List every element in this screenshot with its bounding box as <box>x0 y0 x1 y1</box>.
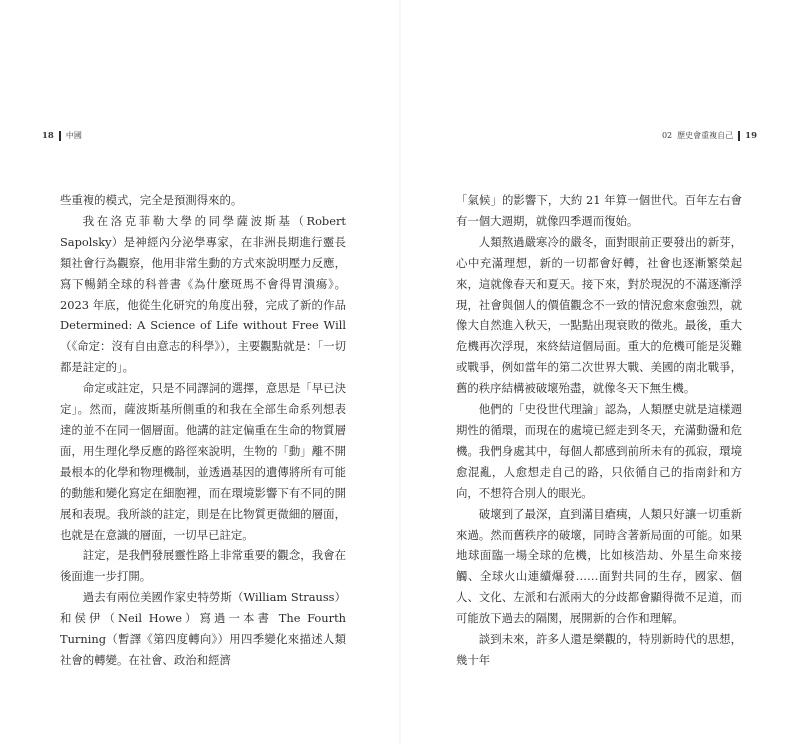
paragraph: 過去有兩位美國作家史特勞斯（William Strauss）和侯伊（Neil Howe）寫過一本書 The Fourth Turning（暫譯《第四度轉向》）用四季變化來描述人類社會的轉變。在社會、政治和經濟 <box>60 590 346 667</box>
paragraph: 些重複的模式，完全是預測得來的。 <box>60 193 243 207</box>
left-running-title: 中國 <box>65 131 82 140</box>
paragraph: 破壞到了最深，直到滿目瘡痍，人類只好讓一切重新來過。然而舊秩序的破壞，同時含著新局面的可能。如果地球面臨一場全球的危機，比如核浩劫、外星生命來接觸、全球火山連續爆發……面對共同的生存，國家、個人、文化、左派和右派兩大的分歧都會顯得微不足道，而可能放下過去的隔閡，展開新的合作和理解。 <box>456 506 742 626</box>
left-running-head <box>42 131 82 141</box>
right-running-title: 歷史會重複自己 <box>677 131 734 140</box>
left-body-text <box>60 190 346 671</box>
paragraph: 命定或註定，只是不同譯詞的選擇，意思是「早已決定」。然而，薩波斯基所側重的和我在全部生命系列想表達的並不在同一個層面。他講的註定偏重在生命的物質層面，用生理化學反應的路徑來說明，生物的「動」離不開最根本的化學和物理機制，並透過基因的遺傳將所有可能的動態和變化寫定在細胞裡，而在環境影響下有不同的開展和表現。我所談的註定，則是在比物質更微細的層面，也就是在意識的層面，一切早已註定。 <box>60 381 346 542</box>
right-page <box>400 0 800 744</box>
right-page-number: 19 <box>745 131 757 141</box>
divider-bar <box>59 131 61 141</box>
right-running-head <box>662 131 757 141</box>
paragraph: 人類熬過嚴寒冷的嚴冬，面對眼前正要發出的新芽，心中充滿理想，新的一切都會好轉，社會也逐漸繁榮起來，這就像春天和夏天。接下來，對於現況的不滿逐漸浮現，社會與個人的價值觀念不一致的情況愈來愈強烈，就像大自然進入秋天，一點點出現衰敗的徵兆。最後，重大危機再次浮現，來終結這個局面。重大的危機可能是災難或戰爭，例如當年的第二次世界大戰、美國的南北戰爭，舊的秩序結構被破壞殆盡，就像冬天下無生機。 <box>456 234 742 396</box>
right-body-text <box>456 190 742 671</box>
paragraph: 他們的「史役世代理論」認為，人類歷史就是這樣週期性的循環，而現在的處境已經走到冬天，充滿動盪和危機。我們身處其中，每個人都感到前所未有的孤寂，環境愈混亂，人愈想走自己的路，只依循自己的指南針和方向，不想符合別人的眼光。 <box>456 402 742 500</box>
left-page-number: 18 <box>42 131 54 141</box>
chapter-number: 02 <box>661 131 673 140</box>
paragraph: 我在洛克菲勒大學的同學薩波斯基（Robert Sapolsky）是神經內分泌學專家，在非洲長期進行靈長類社會行為觀察，他用非常生動的方式來說明壓力反應，寫下暢銷全球的科普書《為什麼斑馬不會得胃潰瘍》。2023 年底，他從生化研究的角度出發，完成了新的作品 Determined: A Science of Life without Free Will（《命定：沒有自由意志的科學》），主要觀點就是：「一切都是註定的」。 <box>60 213 346 375</box>
paragraph: 註定，是我們發展靈性路上非常重要的觀念，我會在後面進一步打開。 <box>60 548 346 584</box>
divider-bar <box>738 131 740 141</box>
paragraph: 「氣候」的影響下，大約 21 年算一個世代。百年左右會有一個大週期，就像四季週而復始。 <box>456 193 742 228</box>
paragraph: 談到未來，許多人還是樂觀的，特別新時代的思想，幾十年 <box>456 632 742 667</box>
